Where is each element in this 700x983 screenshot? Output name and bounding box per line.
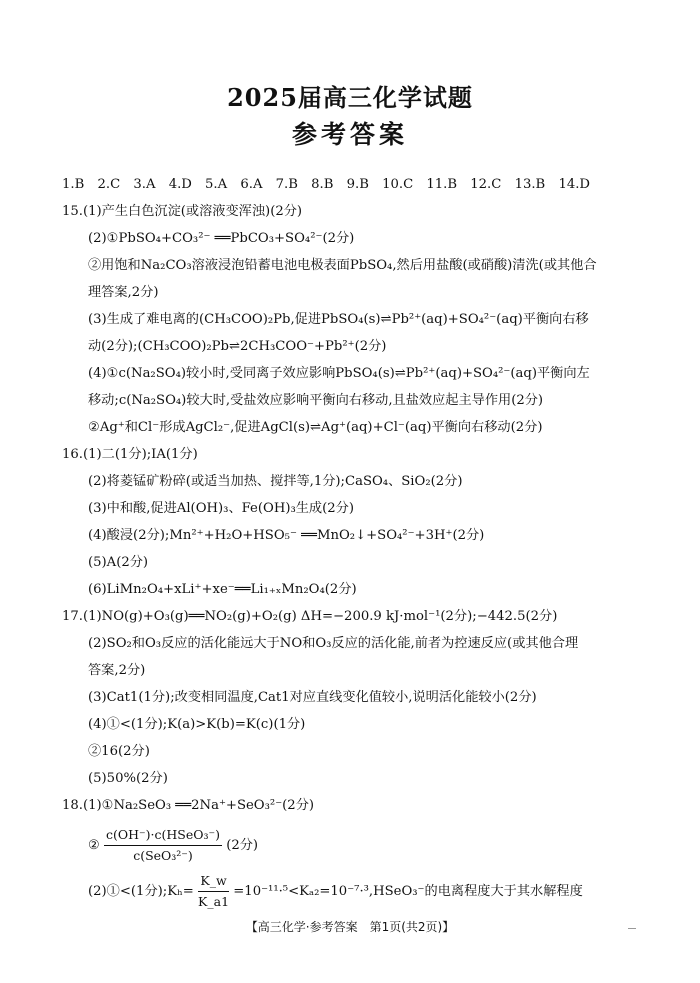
answer-line: 16.(1)二(1分);ⅠA(1分) (62, 447, 198, 462)
answer-line: (3)中和酸,促进Al(OH)₃、Fe(OH)₃生成(2分) (88, 501, 354, 516)
answer-line: 18.(1)①Na₂SeO₃ ══2Na⁺+SeO₃²⁻(2分) (62, 798, 315, 813)
answer-item: 8.B (311, 177, 334, 192)
answer-item: 7.B (275, 177, 298, 192)
corner-mark (628, 928, 636, 929)
answer-line: ②用饱和Na₂CO₃溶液浸泡铅蓄电池电极表面PbSO₄,然后用盐酸(或硝酸)清洗(或其他合 (88, 258, 597, 273)
answer-item: 5.A (205, 177, 228, 192)
answer-line: (4)①c(Na₂SO₄)较小时,受同离子效应影响PbSO₄(s)⇌Pb²⁺(aq)+SO₄²⁻(aq)平衡向左 (88, 366, 590, 381)
answer-line: (4)①<(1分);K(a)>K(b)=K(c)(1分) (88, 717, 306, 732)
answer-line: 答案,2分) (88, 663, 146, 678)
answer-line: 理答案,2分) (88, 285, 159, 300)
page-subtitle: 参考答案 (291, 120, 408, 149)
page-title: 2025届高三化学试题 (227, 83, 473, 112)
answer-line: (4)酸浸(2分);Mn²⁺+H₂O+HSO₅⁻ ══MnO₂↓+SO₄²⁻+3H⁺(2分) (88, 528, 485, 543)
answer-item: 12.C (470, 177, 502, 192)
answer-line: 17.(1)NO(g)+O₃(g)══NO₂(g)+O₂(g) ΔH=−200.9 kJ·mol⁻¹(2分);−442.5(2分) (62, 609, 558, 624)
answer-item: 14.D (558, 177, 590, 192)
page-footer: 【高三化学·参考答案 第1页(共2页)】 (245, 920, 455, 934)
answer-line: ②Ag⁺和Cl⁻形成AgCl₂⁻,促进AgCl(s)⇌Ag⁺(aq)+Cl⁻(aq)平衡向右移动(2分) (88, 420, 543, 435)
answer-item: 3.A (133, 177, 156, 192)
multiple-choice-answers (62, 176, 599, 194)
fraction-numerator: K_w (198, 872, 229, 892)
answer-line: (5)50%(2分) (88, 771, 168, 786)
answer-item: 4.D (168, 177, 192, 192)
answer-item: 2.C (97, 177, 121, 192)
answer-line: 移动;c(Na₂SO₄)较大时,受盐效应影响平衡向右移动,且盐效应起主导作用(2分) (88, 393, 544, 408)
answer-line: (6)LiMn₂O₄+xLi⁺+xe⁻══Li₁₊ₓMn₂O₄(2分) (88, 582, 357, 597)
answer-item: 10.C (382, 177, 414, 192)
answer-line-prefix: (2)①<(1分);Kₕ= (88, 884, 194, 899)
answer-line-suffix: =10⁻¹¹·⁵<Kₐ₂=10⁻⁷·³,HSeO₃⁻的电离程度大于其水解程度 (233, 884, 583, 899)
answer-line: (5)A(2分) (88, 555, 149, 570)
answer-line: (2)SO₂和O₃反应的活化能远大于NO和O₃反应的活化能,前者为控速反应(或其他合理 (88, 636, 579, 651)
fraction-expression (104, 826, 222, 865)
answer-item: 9.B (346, 177, 369, 192)
equilibrium-expression-line (88, 826, 258, 865)
fraction-denominator: c(SeO₃²⁻) (133, 848, 193, 863)
answer-line: (2)①PbSO₄+CO₃²⁻ ══PbCO₃+SO₄²⁻(2分) (88, 231, 355, 246)
answer-line: 动(2分);(CH₃COO)₂Pb⇌2CH₃COO⁻+Pb²⁺(2分) (88, 339, 387, 354)
hydrolysis-constant-line (88, 872, 583, 911)
answer-line: ②16(2分) (88, 744, 150, 759)
fraction-expression (198, 872, 229, 911)
fraction-denominator: K_a1 (198, 894, 230, 909)
answer-item: 6.A (240, 177, 263, 192)
answer-item: 11.B (426, 177, 458, 192)
answer-item: 13.B (514, 177, 546, 192)
answer-line-suffix: (2分) (226, 838, 259, 853)
answer-line: (3)生成了难电离的(CH₃COO)₂Pb,促进PbSO₄(s)⇌Pb²⁺(aq)+SO₄²⁻(aq)平衡向右移 (88, 312, 589, 327)
answer-line: (3)Cat1(1分);改变相同温度,Cat1对应直线变化值较小,说明活化能较小(2分) (88, 690, 537, 705)
answer-line: 15.(1)产生白色沉淀(或溶液变浑浊)(2分) (62, 204, 303, 219)
answer-line: (2)将菱锰矿粉碎(或适当加热、搅拌等,1分);CaSO₄、SiO₂(2分) (88, 474, 463, 489)
answer-line-prefix: ② (88, 838, 100, 853)
fraction-numerator: c(OH⁻)·c(HSeO₃⁻) (104, 826, 222, 846)
answer-item: 1.B (62, 177, 85, 192)
